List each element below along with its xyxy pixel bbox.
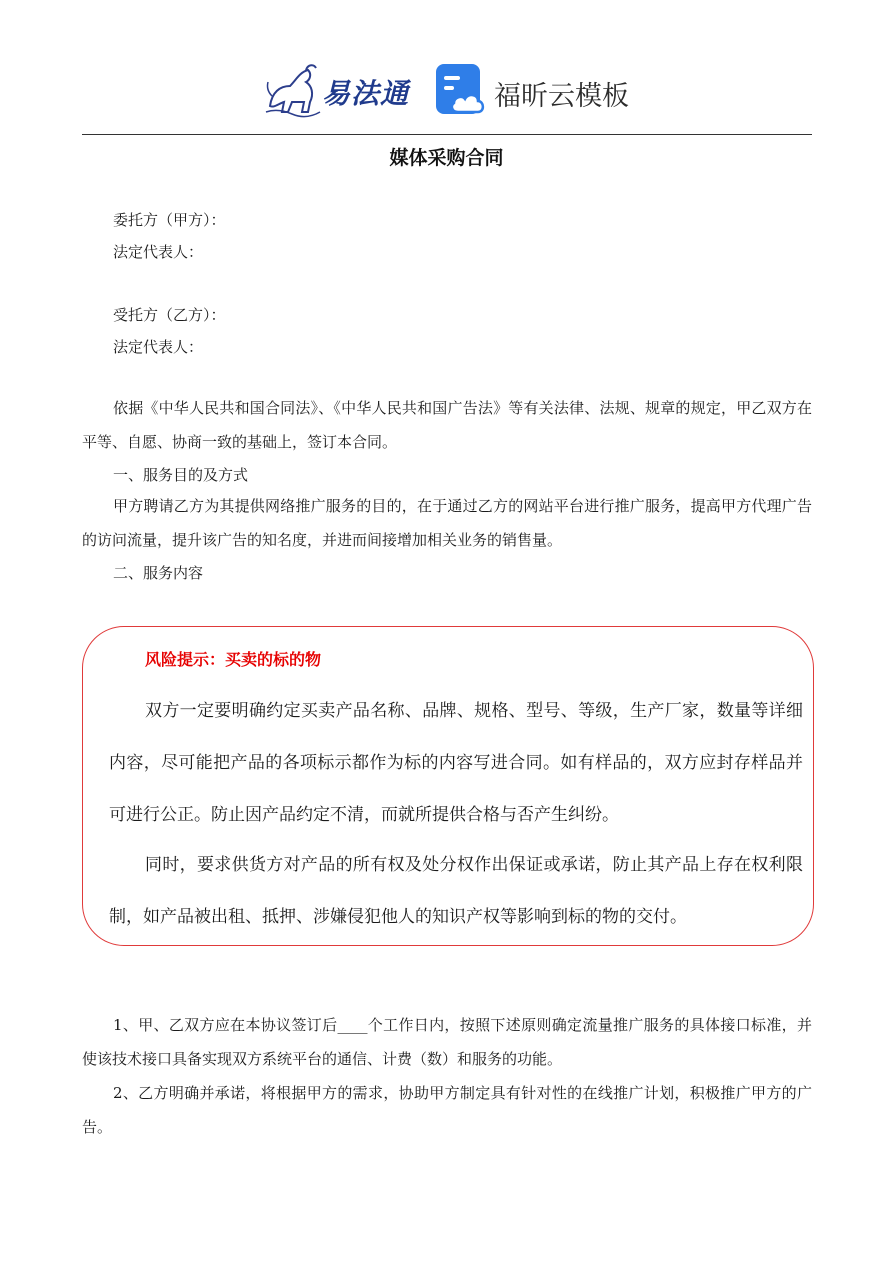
cloud-document-icon: [436, 64, 488, 116]
section1-heading: 一、服务目的及方式: [113, 466, 249, 484]
clause-1: 1、甲、乙双方应在本协议签订后____个工作日内，按照下述原则确定流量推广服务的具体接口标准，并使该技术接口具备实现双方系统平台的通信、计费（数）和服务的功能。: [82, 1016, 812, 1068]
section2-heading: 二、服务内容: [113, 564, 204, 582]
yifatong-logo: [262, 62, 412, 118]
intro-paragraph: 依据《中华人民共和国合同法》、《中华人民共和国广告法》等有关法律、法规、规章的规定，甲乙双方在平等、自愿、协商一致的基础上，签订本合同。: [82, 399, 812, 451]
fuxin-logo-text: 福昕云模板: [494, 81, 629, 112]
section1-body: 甲方聘请乙方为其提供网络推广服务的目的，在于通过乙方的网站平台进行推广服务，提高甲方代理广告的访问流量，提升该广告的知名度，并进而间接增加相关业务的销售量。: [82, 497, 812, 549]
fuxin-logo: [436, 64, 656, 120]
qilin-icon: [262, 62, 324, 118]
party-a-label: 委托方（甲方）：: [113, 211, 226, 229]
risk-notice-title: 风险提示：买卖的标的物: [145, 650, 322, 669]
page-header: [0, 58, 893, 122]
header-divider: [82, 134, 812, 135]
clause-2: 2、乙方明确并承诺，将根据甲方的需求，协助甲方制定具有针对性的在线推广计划，积极推广甲方的广告。: [82, 1084, 812, 1136]
risk-notice-paragraph-1: 双方一定要明确约定买卖产品名称、品牌、规格、型号、等级，生产厂家，数量等详细内容，尽可能把产品的各项标示都作为标的内容写进合同。如有样品的，双方应封存样品并可进行公正。防止因产品约定不清，而就所提供合格与否产生纠纷。: [109, 701, 803, 825]
risk-notice-paragraph-2: 同时，要求供货方对产品的所有权及处分权作出保证或承诺，防止其产品上存在权利限制，如产品被出租、抵押、涉嫌侵犯他人的知识产权等影响到标的物的交付。: [109, 855, 803, 927]
risk-notice-box: [82, 626, 814, 946]
document-title: 媒体采购合同: [389, 147, 504, 169]
party-a-representative-label: 法定代表人：: [113, 243, 204, 261]
party-b-representative-label: 法定代表人：: [113, 338, 204, 356]
party-b-label: 受托方（乙方）：: [113, 306, 226, 324]
yifatong-logo-text: 易法通: [322, 77, 410, 110]
